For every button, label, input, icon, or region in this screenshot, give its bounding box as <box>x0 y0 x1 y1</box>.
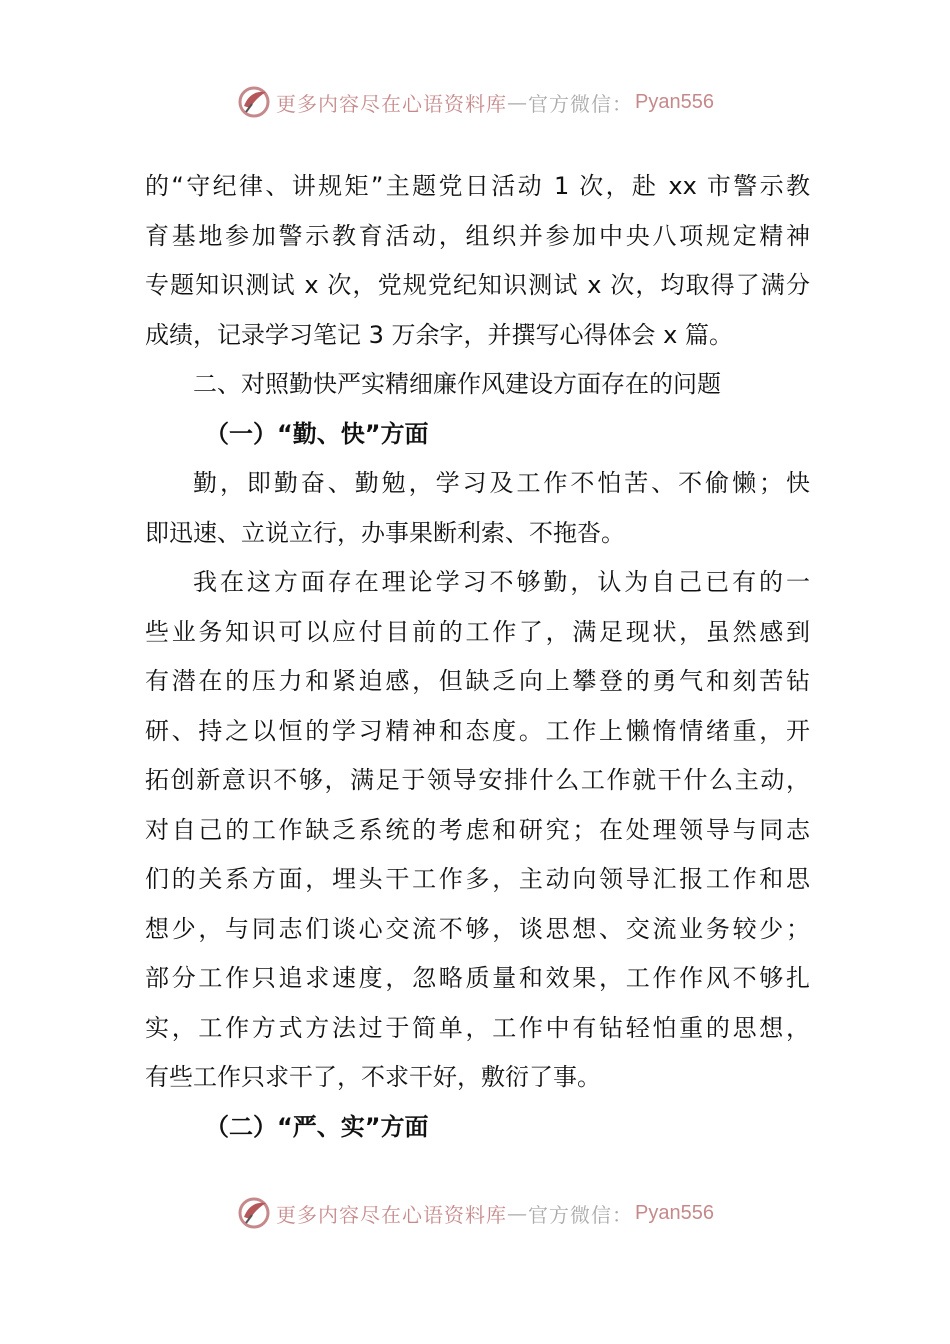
paragraph-line: 成绩，记录学习笔记 3 万余字，并撰写心得体会 x 篇。 <box>145 320 733 349</box>
paragraph-line: 勤，即勤奋、勤勉，学习及工作不怕苦、不偷懒；快 <box>193 469 810 497</box>
paragraph-line: 有些工作只求干了，不求干好，敷衍了事。 <box>145 1063 601 1091</box>
paragraph-line: 们的关系方面，埋头干工作多，主动向领导汇报工作和思 <box>145 865 810 893</box>
paragraph-line: 部分工作只追求速度，忽略质量和效果，工作作风不够扎 <box>145 964 810 992</box>
document-body <box>145 162 810 1152</box>
pen-logo-icon <box>236 1195 272 1231</box>
paragraph-line: 些业务知识可以应付目前的工作了，满足现状，虽然感到 <box>145 617 810 646</box>
paragraph-line: 有潜在的压力和紧迫感，但缺乏向上攀登的勇气和刻苦钻 <box>145 667 810 695</box>
paragraph-line: 研、持之以恒的学习精神和态度。工作上懒惰情绪重，开 <box>145 716 810 745</box>
banner-wechat-id: Pyan556 <box>635 90 714 113</box>
banner-slogan: 更多内容尽在心语资料库 <box>276 91 508 116</box>
banner-slogan: 更多内容尽在心语资料库 <box>276 1202 508 1227</box>
banner-wechat-label: 官方微信： <box>528 91 634 116</box>
section-heading: 二、对照勤快严实精细廉作风建设方面存在的问题 <box>193 370 721 398</box>
subsection-heading: （一）“勤、快”方面 <box>205 419 429 448</box>
paragraph-line: 想少，与同志们谈心交流不够，谈思想、交流业务较少； <box>145 914 810 943</box>
pen-logo-icon <box>236 84 272 120</box>
paragraph-line: 对自己的工作缺乏系统的考虑和研究；在处理领导与同志 <box>145 815 810 844</box>
paragraph-line: 我在这方面存在理论学习不够勤，认为自己已有的一 <box>193 568 810 596</box>
paragraph-line: 育基地参加警示教育活动，组织并参加中央八项规定精神 <box>145 221 810 250</box>
paragraph-line: 专题知识测试 x 次，党规党纪知识测试 x 次，均取得了满分 <box>145 271 810 299</box>
subsection-heading: （二）“严、实”方面 <box>205 1112 429 1141</box>
paragraph-line: 拓创新意识不够，满足于领导安排什么工作就干什么主动， <box>145 766 810 794</box>
banner-wechat-id: Pyan556 <box>635 1201 714 1224</box>
paragraph-line: 实，工作方式方法过于简单，工作中有钻轻怕重的思想， <box>145 1013 810 1042</box>
banner-dash: — <box>507 90 529 114</box>
banner-wechat-label: 官方微信： <box>528 1202 634 1227</box>
banner-dash: — <box>507 1201 529 1225</box>
paragraph-line: 即迅速、立说立行，办事果断利索、不拖沓。 <box>145 518 625 547</box>
header-watermark-banner <box>0 82 950 122</box>
footer-watermark-banner <box>0 1193 950 1233</box>
paragraph-line: 的“守纪律、讲规矩”主题党日活动 1 次，赴 xx 市警示教 <box>145 172 810 200</box>
